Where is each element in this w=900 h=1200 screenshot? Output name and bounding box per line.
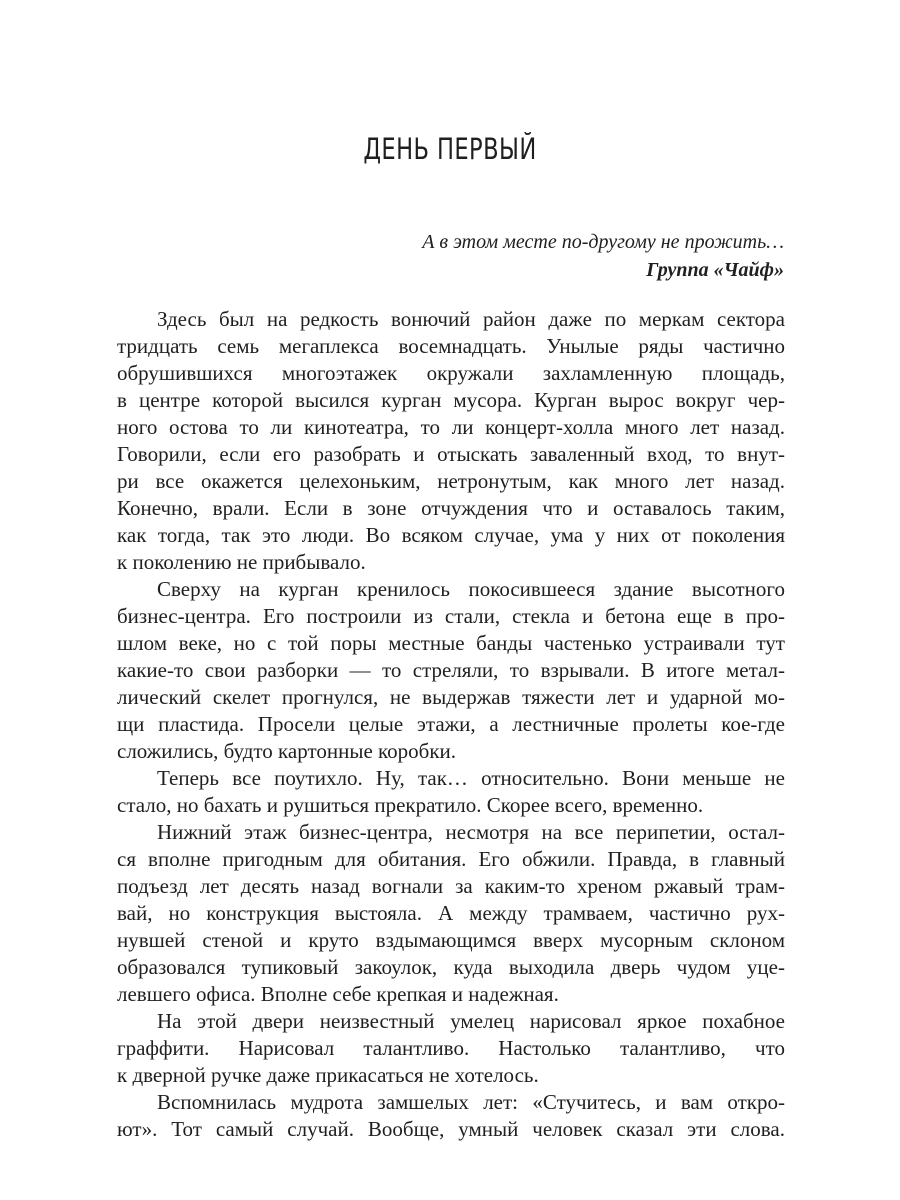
text-line: Нижний этаж бизнес-центра, несмотря на все перипетии, остал- [157, 820, 785, 844]
text-line: какие-то свои разборки — то стреляли, то взрывали. В итоге метал- [117, 658, 785, 682]
text-line: тридцать семь мегаплекса восемнадцать. Унылые ряды частично [117, 334, 785, 358]
text-line: Сверху на курган кренилось покосившееся здание высотного [157, 577, 785, 601]
text-line: ся вполне пригодным для обитания. Его обжили. Правда, в главный [117, 847, 785, 871]
text-line: Вспомнилась мудрота замшелых лет: «Стучитесь, и вам откро- [157, 1090, 785, 1114]
text-line: шлом веке, но с той поры местные банды частенько устраивали тут [117, 631, 785, 655]
text-line: Здесь был на редкость вонючий район даже по меркам сектора [157, 307, 785, 331]
text-line: левшего офиса. Вполне себе крепкая и надежная. [117, 982, 559, 1006]
epigraph [422, 228, 784, 284]
text-line: щи пластида. Просели целые этажи, а лестничные пролеты кое-где [117, 712, 785, 736]
text-line: стало, но бахать и рушиться прекратило. Скорее всего, временно. [117, 793, 704, 817]
text-line: к дверной ручке даже прикасаться не хотелось. [117, 1063, 539, 1087]
text-line: На этой двери неизвестный умелец нарисовал яркое похабное [157, 1009, 785, 1033]
paragraph [117, 1089, 785, 1143]
epigraph-author: Группа «Чайф» [646, 259, 784, 281]
text-line: вай, но конструкция выстояла. А между трамваем, частично рух- [117, 901, 785, 925]
text-line: ют». Тот самый случай. Вообще, умный человек сказал эти слова. [117, 1117, 785, 1141]
text-line: Теперь все поутихло. Ну, так… относительно. Вони меньше не [157, 766, 785, 790]
text-line: нувшей стеной и круто вздымающимся вверх мусорным склоном [117, 928, 785, 952]
text-line: ного остова то ли кинотеатра, то ли концерт-холла много лет назад. [117, 415, 785, 439]
text-line: ри все окажется целехоньким, нетронутым, как много лет назад. [117, 469, 785, 493]
text-line: к поколению не прибывало. [117, 550, 366, 574]
text-line: граффити. Нарисовал талантливо. Настолько талантливо, что [117, 1036, 785, 1060]
text-line: лический скелет прогнулся, не выдержав тяжести лет и ударной мо- [117, 685, 785, 709]
text-line: в центре которой высился курган мусора. Курган вырос вокруг чер- [117, 388, 785, 412]
text-line: Говорили, если его разобрать и отыскать заваленный вход, то внут- [117, 442, 785, 466]
text-line: сложились, будто картонные коробки. [117, 739, 457, 763]
epigraph-quote: А в этом месте по-другому не прожить… [422, 231, 784, 253]
text-line: обрушившихся многоэтажек окружали захламленную площадь, [117, 361, 785, 385]
body-text [117, 306, 785, 1143]
paragraph [117, 576, 785, 765]
paragraph [117, 819, 785, 1008]
text-line: бизнес-центра. Его построили из стали, стекла и бетона еще в про- [117, 604, 785, 628]
paragraph [117, 1008, 785, 1089]
text-line: подъезд лет десять назад вогнали за каким-то хреном ржавый трам- [117, 874, 785, 898]
paragraph [117, 765, 785, 819]
text-line: Конечно, врали. Если в зоне отчуждения что и оставалось таким, [117, 496, 785, 520]
paragraph [117, 306, 785, 576]
chapter-title: ДЕНЬ ПЕРВЫЙ [363, 132, 537, 166]
text-line: как тогда, так это люди. Во всяком случае, ума у них от поколения [117, 523, 785, 547]
text-line: образовался тупиковый закоулок, куда выходила дверь чудом уце- [117, 955, 785, 979]
